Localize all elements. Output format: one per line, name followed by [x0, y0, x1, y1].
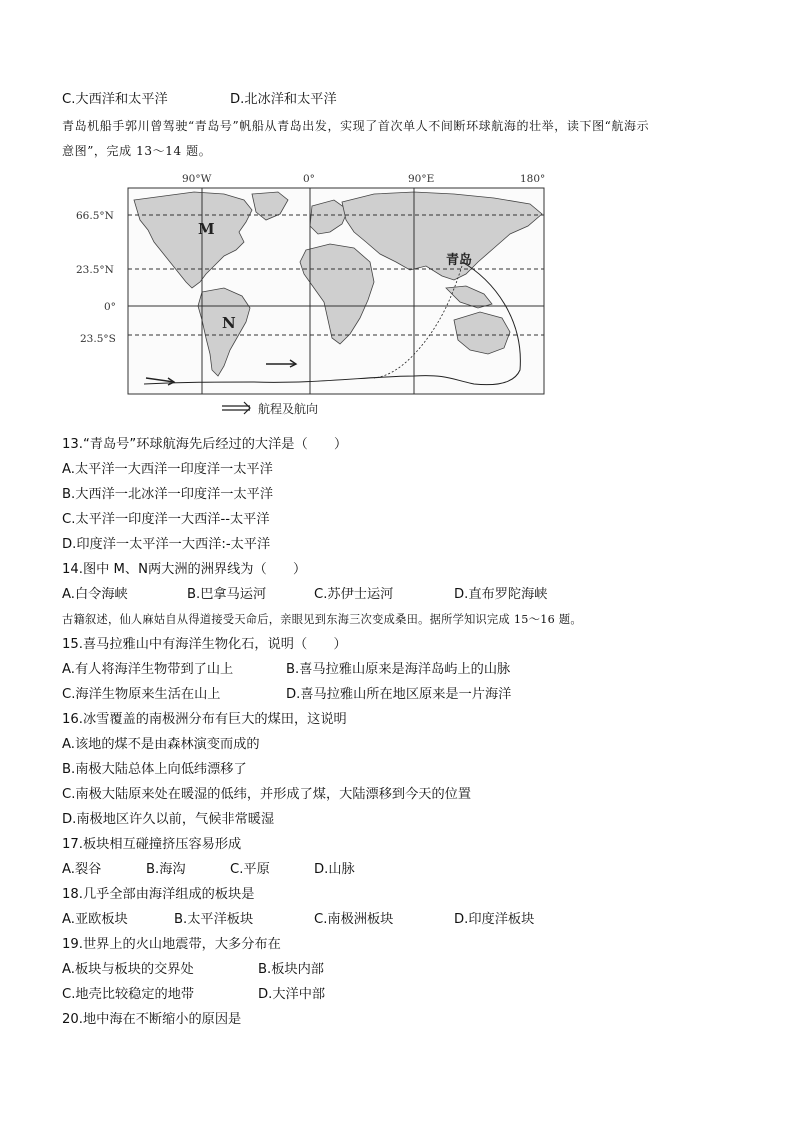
- q19-options-row-1: [62, 961, 722, 979]
- q19-options-row-2: [62, 986, 722, 1004]
- q16-option-c: C.南极大陆原来处在暖湿的低纬，并形成了煤，大陆漂移到今天的位置: [62, 787, 472, 802]
- q12-options-row: [62, 91, 662, 109]
- q14-option-c: C.苏伊士运河: [314, 587, 394, 602]
- continent-label-m: M: [198, 220, 215, 238]
- q18-option-a: A.亚欧板块: [62, 912, 128, 927]
- q13-option-a: A.太平洋一大西洋一印度洋一太平洋: [62, 462, 273, 477]
- city-label-qingdao: 青岛: [446, 253, 473, 268]
- q19-option-b: B.板块内部: [258, 962, 324, 977]
- lat-label-66n: 66.5°N: [76, 210, 114, 222]
- q19-option-c: C.地壳比较稳定的地带: [62, 987, 195, 1002]
- lon-label-180: 180°: [520, 173, 546, 185]
- q16-option-d: D.南极地区许久以前，气候非常暖湿: [62, 812, 275, 827]
- q15-option-c: C.海洋生物原来生活在山上: [62, 687, 221, 702]
- q20-stem: 20.地中海在不断缩小的原因是: [62, 1012, 242, 1027]
- legend: [222, 402, 318, 416]
- q15-option-a: A.有人将海洋生物带到了山上: [62, 662, 234, 677]
- intro-13-14-line1: 青岛机船手郭川曾驾驶“青岛号”帆船从青岛出发，实现了首次单人不间断环球航海的壮举，读下图“航海示: [62, 119, 650, 133]
- lat-label-0: 0°: [104, 301, 116, 313]
- q18-option-d: D.印度洋板块: [454, 912, 535, 927]
- q15-stem: 15.喜马拉雅山中有海洋生物化石，说明（ ）: [62, 637, 347, 652]
- q17-option-d: D.山脉: [314, 862, 355, 877]
- q15-options-row-1: [62, 661, 722, 679]
- q13-stem: 13.“青岛号”环球航海先后经过的大洋是（ ）: [62, 437, 348, 452]
- q15-options-row-2: [62, 686, 722, 704]
- q14-option-d: D.直布罗陀海峡: [454, 587, 548, 602]
- q14-options-row: [62, 586, 722, 604]
- lon-label-90e: 90°E: [408, 173, 435, 185]
- q19-stem: 19.世界上的火山地震带，大多分布在: [62, 937, 281, 952]
- lat-label-23n: 23.5°N: [76, 264, 114, 276]
- q18-option-b: B.太平洋板块: [174, 912, 254, 927]
- q17-option-c: C.平原: [230, 862, 270, 877]
- q16-stem: 16.冰雪覆盖的南极洲分布有巨大的煤田，这说明: [62, 712, 347, 727]
- legend-label: 航程及航向: [258, 402, 319, 416]
- intro-15-16: 古籍叙述，仙人麻姑自从得道接受天命后，亲眼见到东海三次变成桑田。据所学知识完成 15～16 题。: [62, 613, 582, 626]
- q13-option-c: C.太平洋一印度洋一大西洋--太平洋: [62, 512, 270, 527]
- q17-option-a: A.裂谷: [62, 862, 102, 877]
- q15-option-b: B.喜马拉雅山原来是海洋岛屿上的山脉: [286, 662, 511, 677]
- navigation-map: [74, 170, 554, 422]
- q14-option-b: B.巴拿马运河: [187, 587, 267, 602]
- lon-label-0: 0°: [303, 173, 315, 185]
- q19-option-a: A.板块与板块的交界处: [62, 962, 194, 977]
- q18-option-c: C.南极洲板块: [314, 912, 394, 927]
- intro-13-14-line2: 意图”，完成 13～14 题。: [62, 144, 212, 158]
- q14-option-a: A.白令海峡: [62, 587, 128, 602]
- q17-stem: 17.板块相互碰撞挤压容易形成: [62, 837, 242, 852]
- q18-options-row: [62, 911, 722, 929]
- option-d: D.北冰洋和太平洋: [230, 92, 337, 107]
- q13-option-b: B.大西洋一北冰洋一印度洋一太平洋: [62, 487, 274, 502]
- q16-option-a: A.该地的煤不是由森林演变而成的: [62, 737, 260, 752]
- q19-option-d: D.大洋中部: [258, 987, 326, 1002]
- q14-stem: 14.图中 M、N两大洲的洲界线为（ ）: [62, 562, 307, 577]
- q17-options-row: [62, 861, 462, 879]
- q18-stem: 18.几乎全部由海洋组成的板块是: [62, 887, 255, 902]
- q16-option-b: B.南极大陆总体上向低纬漂移了: [62, 762, 247, 777]
- lon-label-90w: 90°W: [182, 173, 212, 185]
- continent-label-n: N: [222, 314, 236, 332]
- lat-label-23s: 23.5°S: [80, 333, 116, 345]
- q13-option-d: D.印度洋一太平洋一大西洋:-太平洋: [62, 537, 271, 552]
- q15-option-d: D.喜马拉雅山所在地区原来是一片海洋: [286, 687, 512, 702]
- option-c: C.大西洋和太平洋: [62, 92, 168, 107]
- q17-option-b: B.海沟: [146, 862, 186, 877]
